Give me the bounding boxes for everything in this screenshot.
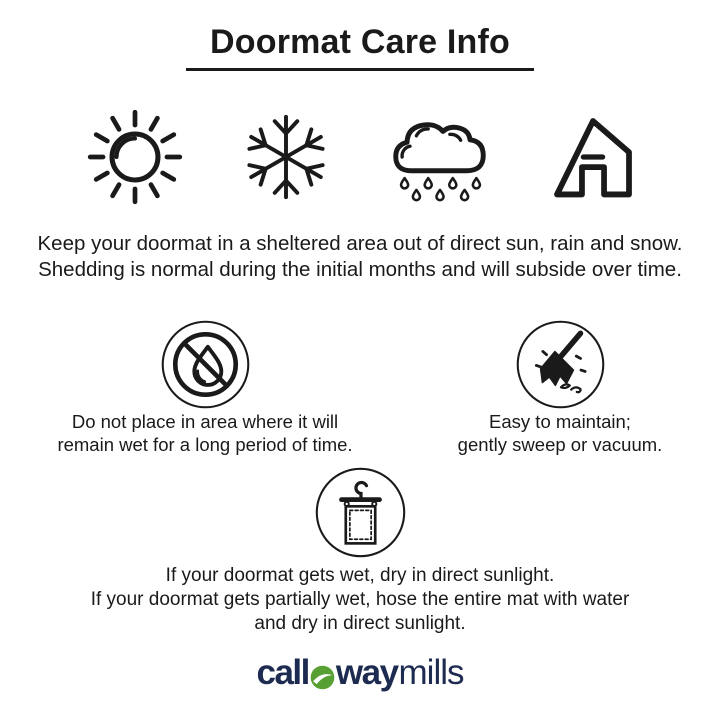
- page-title: Doormat Care Info: [210, 23, 510, 61]
- tip-easy-maintain: [410, 318, 710, 456]
- intro-line-1: Keep your doormat in a sheltered area out of direct sun, rain and snow.: [37, 232, 683, 255]
- caption-line: and dry in direct sunlight.: [254, 612, 466, 634]
- no-water-drop-icon: [159, 318, 252, 411]
- title-underline: [186, 68, 534, 71]
- sun-icon: [79, 101, 191, 213]
- intro-line-2: Shedding is normal during the initial months and will subside over time.: [38, 257, 682, 281]
- brand-logo-row: [0, 650, 720, 696]
- drying-tip-caption: [91, 564, 630, 636]
- caption-line: Do not place in area where it will: [71, 411, 339, 432]
- calloway-mills-logo: [256, 653, 463, 693]
- logo-word-call: call: [256, 653, 309, 692]
- tip-no-water-caption: [57, 411, 352, 456]
- logo-word-way: way: [335, 653, 398, 692]
- broom-icon: [514, 318, 607, 411]
- caption-line: Easy to maintain;: [489, 411, 631, 432]
- tip-no-water: [30, 318, 380, 456]
- header: [0, 22, 720, 71]
- tip-easy-maintain-caption: [458, 411, 663, 456]
- care-tips-row: [0, 318, 720, 456]
- weather-icon-row: [0, 96, 720, 218]
- caption-line: remain wet for a long period of time.: [57, 433, 353, 455]
- caption-line: If your doormat gets wet, dry in direct sunlight.: [165, 565, 555, 586]
- logo-word-mills: mills: [398, 653, 464, 692]
- logo-o-swoosh-icon: [310, 665, 335, 690]
- intro-text: [0, 231, 720, 283]
- snowflake-icon: [237, 108, 335, 206]
- drying-tip: [0, 465, 720, 636]
- hanging-mat-icon: [313, 465, 408, 560]
- rain-cloud-icon: [381, 106, 499, 208]
- caption-line: gently sweep or vacuum.: [457, 433, 663, 455]
- caption-line: If your doormat gets partially wet, hose the entire mat with water: [90, 588, 630, 610]
- house-icon: [545, 109, 641, 205]
